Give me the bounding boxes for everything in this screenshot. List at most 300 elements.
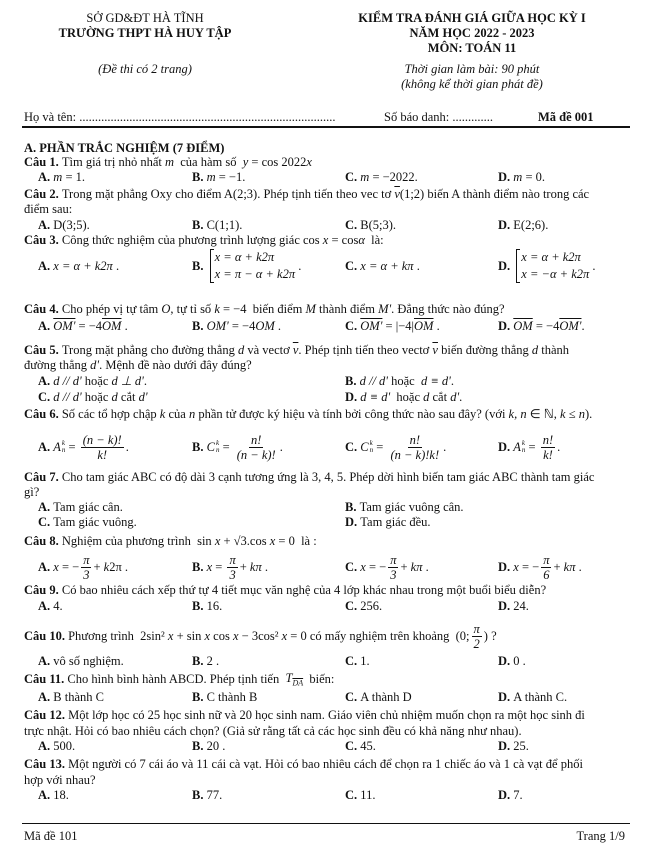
math-text: x <box>204 628 211 643</box>
vector: OM' <box>360 318 383 333</box>
question-stem <box>24 723 522 739</box>
question-stem <box>24 154 312 170</box>
text: và vectơ <box>244 342 293 357</box>
text: . <box>274 318 282 333</box>
answer-option-c[interactable] <box>345 258 420 274</box>
text: . <box>261 559 268 574</box>
text: 18. <box>53 787 69 802</box>
text: . <box>443 439 447 454</box>
answer-option-a[interactable] <box>38 738 75 754</box>
subscript: n <box>215 446 220 454</box>
text: 16. <box>206 598 223 613</box>
fraction <box>81 553 91 582</box>
option-letter: D. <box>498 439 511 454</box>
fraction <box>388 433 441 462</box>
option-letter: B. <box>192 598 204 613</box>
answer-option-b[interactable] <box>192 598 222 614</box>
symbol: C <box>360 439 369 454</box>
text: hoặc <box>390 389 424 404</box>
text: Trong mặt phẳng cho đường thẳng <box>61 342 238 357</box>
superscript: k <box>369 439 373 447</box>
math-text: k, n <box>508 406 527 421</box>
text: Có bao nhiêu cách xếp thứ tự 4 tiết mục văn nghệ của 4 lớp khác nhau trong một buổi biểu diễn? <box>61 582 547 597</box>
text: . Phép tịnh tiến theo vectơ <box>298 342 433 357</box>
math-text: x <box>281 628 288 643</box>
text: B thành C <box>53 689 104 704</box>
text: = |−4| <box>382 318 415 333</box>
option-letter: C. <box>38 514 51 529</box>
math-text: OM <box>255 318 275 333</box>
answer-option-c[interactable] <box>345 318 440 334</box>
option-letter: C. <box>345 738 358 753</box>
answer-option-a[interactable] <box>38 787 69 803</box>
text: cos <box>210 628 233 643</box>
option-letter: B. <box>192 653 204 668</box>
question-label: Câu 7. <box>24 469 59 484</box>
text: Tam giác cân. <box>53 499 123 514</box>
text: 7. <box>513 787 523 802</box>
text: Nghiệm của phương trình sin <box>61 533 215 548</box>
text: trực nhật. Hỏi có bao nhiêu cách chọn? (Giả sử rằng tất cả các học sinh đều có khả năng như nhau). <box>24 723 522 738</box>
option-letter: D. <box>498 689 511 704</box>
math-text: k <box>159 406 166 421</box>
answer-option-c[interactable] <box>345 689 412 705</box>
math-text: x <box>513 559 519 574</box>
fraction <box>388 553 398 582</box>
question-label: Câu 6. <box>24 406 59 421</box>
option-letter: C. <box>345 217 358 232</box>
answer-option-a[interactable] <box>38 552 129 582</box>
text: (1;2) biến A thành điểm nào trong các <box>399 186 590 201</box>
question-stem <box>24 671 334 687</box>
text: Một lớp học có 25 học sinh nữ và 20 học sinh nam. Giáo viên chủ nhiệm muốn chọn ra một học sinh đi <box>68 707 585 722</box>
option-letter: A. <box>38 787 51 802</box>
answer-option-a[interactable] <box>38 499 123 515</box>
text: A thành C. <box>513 689 568 704</box>
superscript: k <box>521 439 526 447</box>
combinatorics-symbol <box>513 440 525 455</box>
math-text: d' <box>90 357 100 372</box>
vector-subscript: DA <box>292 678 304 688</box>
text: = <box>212 559 226 574</box>
answer-option-d[interactable] <box>498 689 567 705</box>
vector: $\overline{OM}$ <box>513 318 533 333</box>
section-title: A. PHẦN TRẮC NGHIỆM (7 ĐIỂM) <box>24 141 225 155</box>
math-text: d ≡ d' <box>420 373 451 388</box>
text: . <box>575 559 582 574</box>
superscript: k <box>215 439 220 447</box>
answer-option-c[interactable] <box>345 738 376 754</box>
fraction <box>472 622 482 651</box>
answer-option-c[interactable] <box>38 389 148 405</box>
text: 2π . <box>109 559 129 574</box>
text: . <box>450 373 454 388</box>
equation-line: x = −α + k2π <box>521 267 590 281</box>
option-letter: B. <box>192 217 204 232</box>
text: Một người có 7 cái áo và 11 cái cà vạt. Hỏi có bao nhiêu cách để chọn ra 1 chiếc áo và 1 cà vạt để phối <box>68 756 583 771</box>
answer-option-d[interactable] <box>498 552 582 582</box>
text: = <box>373 439 387 454</box>
math-text: x <box>269 533 276 548</box>
option-letter: D. <box>498 787 511 802</box>
question-stem <box>24 357 252 373</box>
option-letter: C. <box>345 787 358 802</box>
equation-system <box>516 249 589 283</box>
math-text: M' <box>378 301 392 316</box>
question-label: Câu 13. <box>24 756 65 771</box>
subscript: n <box>521 446 526 454</box>
text: A thành D <box>360 689 412 704</box>
option-letter: B. <box>192 439 204 454</box>
text: . <box>279 439 283 454</box>
math-text: k <box>214 301 220 316</box>
text: B(5;3). <box>360 217 397 232</box>
option-letter: C. <box>345 559 358 574</box>
text: . Mệnh đề nào dưới đây đúng? <box>99 357 252 372</box>
answer-option-d[interactable] <box>345 514 431 530</box>
option-letter: A. <box>38 499 51 514</box>
text: 11. <box>360 787 376 802</box>
denominator: 2 <box>473 636 480 651</box>
question-label: Câu 5. <box>24 342 59 357</box>
answer-option-b[interactable] <box>192 318 281 334</box>
text: 1. <box>360 653 370 668</box>
text <box>203 259 206 274</box>
footer-divider <box>22 823 630 824</box>
question-stem <box>24 484 39 500</box>
symbol: C <box>206 439 215 454</box>
text: hoặc <box>387 373 421 388</box>
subject: MÔN: TOÁN 11 <box>427 41 517 55</box>
option-letter: D. <box>498 738 511 753</box>
math-text: M <box>305 301 316 316</box>
question-stem <box>24 342 569 358</box>
school-year: NĂM HỌC 2022 - 2023 <box>409 26 535 40</box>
text: Tìm giá trị nhỏ nhất <box>61 154 165 169</box>
text: cắt <box>429 389 451 404</box>
symbol: A <box>53 439 61 454</box>
option-letter: A. <box>38 439 51 454</box>
math-text: d <box>423 389 430 404</box>
combinatorics-symbol <box>207 440 220 455</box>
vector: $\overline{v}$ <box>432 342 438 357</box>
denominator: 6 <box>543 567 550 582</box>
math-text: d // d' <box>359 373 388 388</box>
denominator: k! <box>543 447 553 462</box>
option-letter: C. <box>38 389 51 404</box>
answer-option-d[interactable] <box>498 250 596 281</box>
text: hoặc <box>81 389 112 404</box>
text: = − <box>58 559 80 574</box>
answer-option-d[interactable] <box>345 389 462 405</box>
answer-option-d[interactable] <box>498 432 561 462</box>
equation-system <box>210 249 296 283</box>
subscript: n <box>61 446 66 454</box>
numerator: π <box>229 552 236 567</box>
vector: OM' <box>559 318 582 333</box>
option-letter: A. <box>38 653 51 668</box>
text: + <box>239 559 250 574</box>
answer-option-c[interactable] <box>345 432 447 462</box>
answer-option-d[interactable] <box>498 318 585 334</box>
option-letter: B. <box>192 787 204 802</box>
text: , tự tỉ số <box>170 301 215 316</box>
math-text: d ⊥ d' <box>111 374 144 388</box>
text: phần tử được ký hiệu và tính bởi công thức nào sau đây? (với <box>195 406 509 421</box>
math-text: x <box>360 559 366 574</box>
option-letter: D. <box>498 559 511 574</box>
text: + sin <box>173 628 205 643</box>
option-letter: D. <box>498 598 511 613</box>
symbol: A <box>513 439 521 454</box>
text: 77. <box>206 787 223 802</box>
text: . <box>433 318 440 333</box>
option-letter: C. <box>345 258 358 273</box>
math-text: x <box>167 628 174 643</box>
text: = − <box>365 559 387 574</box>
math-text: O <box>161 301 171 316</box>
text: ). <box>584 406 593 421</box>
option-letter: C. <box>345 439 358 454</box>
math-text: d <box>237 342 245 357</box>
option-letter: A. <box>38 258 51 273</box>
text: C thành B <box>206 689 258 704</box>
text: = −1. <box>215 169 246 184</box>
answer-option-c[interactable] <box>345 653 370 669</box>
question-stem <box>24 772 96 788</box>
math-text: d' <box>450 389 460 404</box>
numerator: π <box>83 552 90 567</box>
answer-option-d[interactable] <box>498 787 523 803</box>
text: = 0 có mấy nghiệm trên khoảng (0; <box>287 628 470 643</box>
math-text: m <box>53 169 63 184</box>
text: 25. <box>513 738 529 753</box>
text: E(2;6). <box>513 217 549 232</box>
equation-line: x = α + k2π <box>214 250 275 264</box>
answer-option-a[interactable] <box>38 432 129 462</box>
math-text: d ≡ d' <box>360 389 391 404</box>
answer-option-c[interactable] <box>345 217 396 233</box>
question-label: Câu 11. <box>24 671 65 686</box>
answer-option-b[interactable] <box>192 787 222 803</box>
text: đường thẳng <box>24 357 91 372</box>
option-letter: A. <box>38 598 51 613</box>
answer-option-b[interactable] <box>192 169 245 185</box>
option-letter: B. <box>192 559 204 574</box>
subscript: n <box>369 446 374 454</box>
question-label: Câu 9. <box>24 582 59 597</box>
math-text: m <box>513 169 523 184</box>
option-letter: D. <box>498 258 511 273</box>
option-letter: A. <box>38 318 51 333</box>
option-letter: A. <box>38 738 51 753</box>
question-stem <box>24 621 497 651</box>
text: 4. <box>53 598 63 613</box>
equation-line: x = π − α + k2π <box>214 267 296 281</box>
answer-option-d[interactable] <box>498 598 529 614</box>
answer-option-c[interactable] <box>38 514 137 530</box>
denominator: (n − k)! <box>236 447 276 462</box>
numerator: π <box>473 621 480 636</box>
answer-option-c[interactable] <box>345 598 382 614</box>
math-text: m <box>360 169 370 184</box>
answer-option-d[interactable] <box>498 653 526 669</box>
text: 24. <box>513 598 529 613</box>
text: Cho hình bình hành ABCD. Phép tịnh tiến <box>67 671 286 686</box>
option-letter: B. <box>192 689 204 704</box>
answer-option-b[interactable] <box>345 499 464 515</box>
text: Công thức nghiệm của phương trình lượng giác cos <box>61 232 323 247</box>
answer-option-b[interactable] <box>192 653 219 669</box>
option-letter: D. <box>345 514 358 529</box>
numerator: n! <box>409 432 420 447</box>
numerator: π <box>543 552 550 567</box>
question-label: Câu 3. <box>24 232 59 247</box>
text: 500. <box>53 738 76 753</box>
text: ) ? <box>483 628 497 643</box>
question-stem <box>24 186 589 202</box>
superscript: k <box>61 439 66 447</box>
question-stem <box>24 756 583 772</box>
text: = <box>219 439 233 454</box>
answer-option-a[interactable] <box>38 258 119 274</box>
text: . <box>143 373 147 388</box>
text: cắt <box>117 389 139 404</box>
text: = <box>525 439 539 454</box>
text: vô số nghiệm. <box>53 653 124 668</box>
exam-time-note: (không kể thời gian phát đề) <box>401 77 543 91</box>
text: . <box>413 258 420 273</box>
question-label: Câu 2. <box>24 186 59 201</box>
answer-option-b[interactable] <box>345 373 454 389</box>
text: . Đẳng thức nào đúng? <box>391 301 505 316</box>
text: điểm sau: <box>24 201 73 216</box>
text: hoặc <box>81 373 112 388</box>
answer-option-b[interactable] <box>192 738 225 754</box>
answer-option-b[interactable] <box>192 217 242 233</box>
school-name: TRƯỜNG THPT HÀ HUY TẬP <box>58 26 232 40</box>
math-text: x <box>53 559 59 574</box>
vector: $\overline{OM}$ <box>414 318 434 333</box>
answer-option-c[interactable] <box>345 552 429 582</box>
math-text: n <box>578 406 585 421</box>
math-text: d' <box>138 389 148 404</box>
translation-symbol <box>285 671 303 688</box>
text: biến: <box>303 671 335 686</box>
fraction <box>81 433 124 462</box>
footer-exam-code: Mã đề 101 <box>24 829 78 843</box>
answer-option-c[interactable] <box>345 787 375 803</box>
option-letter: A. <box>38 217 51 232</box>
answer-option-a[interactable] <box>38 318 128 334</box>
text: biến đường thẳng <box>437 342 532 357</box>
text: = cos 2022 <box>248 154 307 169</box>
option-letter: B. <box>192 318 204 333</box>
answer-option-a[interactable] <box>38 653 124 669</box>
answer-option-d[interactable] <box>498 169 545 185</box>
answer-option-d[interactable] <box>498 738 529 754</box>
option-letter: C. <box>345 318 358 333</box>
text: + <box>553 559 564 574</box>
text: = cos <box>328 232 359 247</box>
question-stem <box>24 582 546 598</box>
option-letter: B. <box>345 373 357 388</box>
option-letter: A. <box>38 373 51 388</box>
option-letter: A. <box>38 559 51 574</box>
question-label: Câu 12. <box>24 707 65 722</box>
text: Tam giác vuông. <box>53 514 137 529</box>
pages-note: (Đề thi có 2 trang) <box>98 62 192 76</box>
answer-option-b[interactable] <box>192 552 268 582</box>
text: . <box>459 389 463 404</box>
math-text: y <box>242 154 249 169</box>
answer-option-c[interactable] <box>345 169 418 185</box>
answer-option-a[interactable] <box>38 598 63 614</box>
math-text: m <box>206 169 216 184</box>
option-letter: C. <box>345 169 358 184</box>
text: thành <box>538 342 570 357</box>
equation-line: x = α + k2π <box>521 250 581 264</box>
question-label: Câu 8. <box>24 533 59 548</box>
text: Cho phép vị tự tâm <box>61 301 162 316</box>
math-text: kπ <box>410 559 423 574</box>
answer-option-d[interactable] <box>498 217 548 233</box>
symbol: T <box>285 670 293 685</box>
text: 256. <box>360 598 383 613</box>
exam-title: KIỂM TRA ĐÁNH GIÁ GIỮA HỌC KỲ I <box>358 11 586 25</box>
text: . <box>121 318 128 333</box>
text: = 1. <box>62 169 85 184</box>
fraction <box>541 553 551 582</box>
option-letter: C. <box>345 653 358 668</box>
denominator: 3 <box>229 567 236 582</box>
math-text: x <box>206 559 213 574</box>
option-letter: B. <box>192 258 204 273</box>
math-text: x <box>306 154 312 169</box>
question-label: Câu 4. <box>24 301 59 316</box>
vector: $\overline{v}$ <box>394 186 400 201</box>
math-text: kπ <box>249 559 262 574</box>
answer-option-a[interactable] <box>38 373 147 389</box>
answer-option-a[interactable] <box>38 689 104 705</box>
answer-option-a[interactable] <box>38 217 90 233</box>
denominator: 3 <box>390 567 397 582</box>
denominator: (n − k)!k! <box>390 447 440 462</box>
name-field: Họ và tên: .................................................................................. <box>24 110 336 124</box>
answer-option-a[interactable] <box>38 169 85 185</box>
text: của <box>165 406 189 421</box>
text: = <box>65 439 79 454</box>
math-text: n <box>188 406 196 421</box>
text: + <box>93 559 104 574</box>
text: 0 . <box>513 653 526 668</box>
math-text: d <box>111 389 118 404</box>
math-text: x <box>232 628 239 643</box>
text: . <box>112 258 120 273</box>
text: . <box>422 559 429 574</box>
answer-option-b[interactable] <box>192 689 257 705</box>
text: . <box>581 318 585 333</box>
math-text: d <box>531 342 539 357</box>
answer-option-b[interactable] <box>192 432 283 462</box>
text: 45. <box>360 738 376 753</box>
text: gì? <box>24 484 40 499</box>
combinatorics-symbol <box>53 440 65 455</box>
text: − 3cos² <box>238 628 282 643</box>
answer-option-b[interactable] <box>192 250 302 281</box>
numerator: n! <box>251 432 262 447</box>
denominator: k! <box>97 447 108 462</box>
